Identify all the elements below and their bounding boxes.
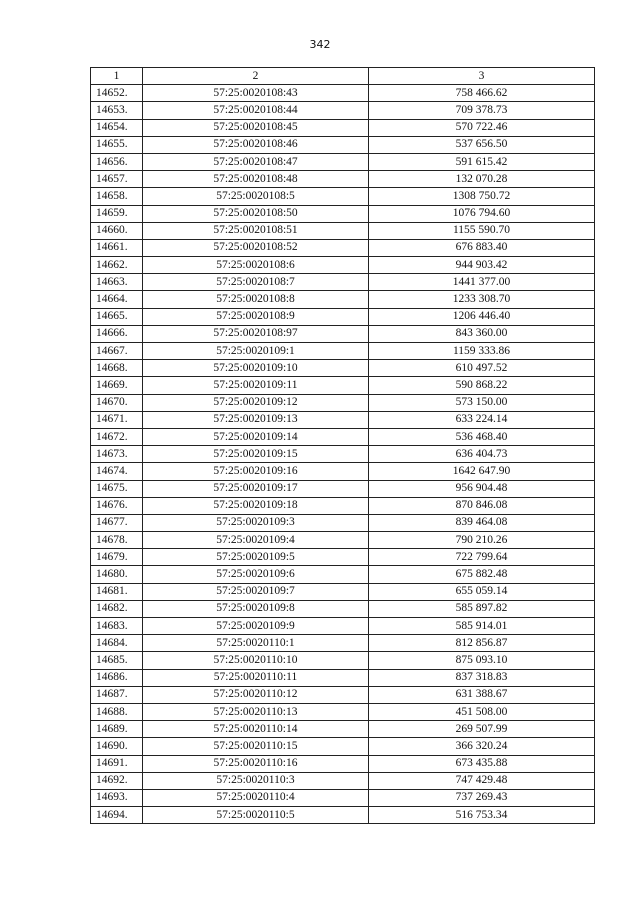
cadastral-number-cell: 57:25:0020109:5 [143, 549, 369, 566]
cadastral-value-cell: 132 070.28 [369, 171, 595, 188]
row-number-cell: 14658. [91, 188, 143, 205]
cadastral-value-cell: 1155 590.70 [369, 222, 595, 239]
row-number-cell: 14688. [91, 703, 143, 720]
cadastral-number-cell: 57:25:0020108:5 [143, 188, 369, 205]
cadastral-value-cell: 837 318.83 [369, 669, 595, 686]
cadastral-value-cell: 843 360.00 [369, 325, 595, 342]
cadastral-number-cell: 57:25:0020110:4 [143, 789, 369, 806]
row-number-cell: 14656. [91, 153, 143, 170]
cadastral-value-cell: 747 429.48 [369, 772, 595, 789]
cadastral-number-cell: 57:25:0020109:13 [143, 411, 369, 428]
row-number-cell: 14655. [91, 136, 143, 153]
cadastral-value-cell: 536 468.40 [369, 428, 595, 445]
table-row [91, 257, 595, 274]
table-row [91, 171, 595, 188]
cadastral-number-cell: 57:25:0020109:14 [143, 428, 369, 445]
cadastral-value-cell: 812 856.87 [369, 635, 595, 652]
cadastral-number-cell: 57:25:0020109:18 [143, 497, 369, 514]
cadastral-value-cell: 591 615.42 [369, 153, 595, 170]
row-number-cell: 14662. [91, 257, 143, 274]
table-row [91, 411, 595, 428]
cadastral-number-cell: 57:25:0020109:6 [143, 566, 369, 583]
cadastral-number-cell: 57:25:0020109:8 [143, 600, 369, 617]
row-number-cell: 14665. [91, 308, 143, 325]
row-number-cell: 14690. [91, 738, 143, 755]
row-number-cell: 14653. [91, 102, 143, 119]
cadastral-number-cell: 57:25:0020108:44 [143, 102, 369, 119]
cadastral-number-cell: 57:25:0020109:17 [143, 480, 369, 497]
cadastral-value-cell: 366 320.24 [369, 738, 595, 755]
row-number-cell: 14693. [91, 789, 143, 806]
cadastral-number-cell: 57:25:0020110:3 [143, 772, 369, 789]
row-number-cell: 14671. [91, 411, 143, 428]
table-row [91, 549, 595, 566]
table-row [91, 222, 595, 239]
cadastral-value-cell: 737 269.43 [369, 789, 595, 806]
cadastral-number-cell: 57:25:0020108:43 [143, 85, 369, 102]
table-row [91, 514, 595, 531]
cadastral-value-cell: 1642 647.90 [369, 463, 595, 480]
row-number-cell: 14680. [91, 566, 143, 583]
cadastral-number-cell: 57:25:0020108:48 [143, 171, 369, 188]
row-number-cell: 14687. [91, 686, 143, 703]
table-row [91, 463, 595, 480]
cadastral-number-cell: 57:25:0020109:4 [143, 532, 369, 549]
cadastral-number-cell: 57:25:0020109:12 [143, 394, 369, 411]
cadastral-value-cell: 1076 794.60 [369, 205, 595, 222]
cadastral-value-cell: 1308 750.72 [369, 188, 595, 205]
table-row [91, 789, 595, 806]
row-number-cell: 14679. [91, 549, 143, 566]
row-number-cell: 14661. [91, 239, 143, 256]
table-row [91, 205, 595, 222]
cadastral-value-cell: 636 404.73 [369, 446, 595, 463]
cadastral-number-cell: 57:25:0020110:14 [143, 721, 369, 738]
row-number-cell: 14670. [91, 394, 143, 411]
cadastral-number-cell: 57:25:0020109:16 [143, 463, 369, 480]
cadastral-number-cell: 57:25:0020110:11 [143, 669, 369, 686]
table-row [91, 721, 595, 738]
cadastral-number-cell: 57:25:0020108:9 [143, 308, 369, 325]
table-row [91, 497, 595, 514]
cadastral-value-cell: 1441 377.00 [369, 274, 595, 291]
cadastral-number-cell: 57:25:0020108:46 [143, 136, 369, 153]
row-number-cell: 14668. [91, 360, 143, 377]
cadastral-number-cell: 57:25:0020108:8 [143, 291, 369, 308]
cadastral-value-cell: 631 388.67 [369, 686, 595, 703]
table-row [91, 532, 595, 549]
table-row [91, 686, 595, 703]
cadastral-number-cell: 57:25:0020109:9 [143, 618, 369, 635]
cadastral-value-cell: 956 904.48 [369, 480, 595, 497]
cadastral-number-cell: 57:25:0020110:12 [143, 686, 369, 703]
row-number-cell: 14672. [91, 428, 143, 445]
cadastral-value-cell: 1159 333.86 [369, 343, 595, 360]
cadastral-number-cell: 57:25:0020109:10 [143, 360, 369, 377]
cadastral-number-cell: 57:25:0020109:11 [143, 377, 369, 394]
table-row [91, 428, 595, 445]
table-row [91, 360, 595, 377]
cadastral-value-cell: 722 799.64 [369, 549, 595, 566]
row-number-cell: 14686. [91, 669, 143, 686]
table-row [91, 308, 595, 325]
cadastral-number-cell: 57:25:0020108:52 [143, 239, 369, 256]
row-number-cell: 14684. [91, 635, 143, 652]
row-number-cell: 14682. [91, 600, 143, 617]
table-body [91, 85, 595, 824]
cadastral-value-cell: 610 497.52 [369, 360, 595, 377]
table-row [91, 669, 595, 686]
row-number-cell: 14669. [91, 377, 143, 394]
cadastral-value-cell: 451 508.00 [369, 703, 595, 720]
cadastral-value-cell: 676 883.40 [369, 239, 595, 256]
cadastral-number-cell: 57:25:0020110:13 [143, 703, 369, 720]
cadastral-value-cell: 1206 446.40 [369, 308, 595, 325]
cadastral-number-cell: 57:25:0020110:1 [143, 635, 369, 652]
cadastral-value-cell: 1233 308.70 [369, 291, 595, 308]
cadastral-value-cell: 570 722.46 [369, 119, 595, 136]
row-number-cell: 14660. [91, 222, 143, 239]
cadastral-value-cell: 585 897.82 [369, 600, 595, 617]
row-number-cell: 14681. [91, 583, 143, 600]
table-row [91, 566, 595, 583]
row-number-cell: 14675. [91, 480, 143, 497]
row-number-cell: 14691. [91, 755, 143, 772]
row-number-cell: 14692. [91, 772, 143, 789]
cadastral-number-cell: 57:25:0020109:15 [143, 446, 369, 463]
row-number-cell: 14657. [91, 171, 143, 188]
cadastral-number-cell: 57:25:0020108:45 [143, 119, 369, 136]
row-number-cell: 14677. [91, 514, 143, 531]
table-row [91, 239, 595, 256]
cadastral-value-cell: 516 753.34 [369, 807, 595, 824]
table-row [91, 480, 595, 497]
row-number-cell: 14683. [91, 618, 143, 635]
cadastral-value-cell: 585 914.01 [369, 618, 595, 635]
row-number-cell: 14694. [91, 807, 143, 824]
cadastral-value-cell: 675 882.48 [369, 566, 595, 583]
cadastral-number-cell: 57:25:0020109:7 [143, 583, 369, 600]
cadastral-value-cell: 875 093.10 [369, 652, 595, 669]
cadastral-value-cell: 573 150.00 [369, 394, 595, 411]
table-row [91, 136, 595, 153]
row-number-cell: 14678. [91, 532, 143, 549]
cadastral-number-cell: 57:25:0020108:97 [143, 325, 369, 342]
cadastral-value-cell: 944 903.42 [369, 257, 595, 274]
table-row [91, 446, 595, 463]
cadastral-value-cell: 758 466.62 [369, 85, 595, 102]
table-row [91, 377, 595, 394]
cadastral-value-cell: 870 846.08 [369, 497, 595, 514]
table-header-row [91, 68, 595, 85]
row-number-cell: 14652. [91, 85, 143, 102]
cadastral-number-cell: 57:25:0020108:6 [143, 257, 369, 274]
table-row [91, 325, 595, 342]
row-number-cell: 14674. [91, 463, 143, 480]
cadastral-value-cell: 633 224.14 [369, 411, 595, 428]
cadastral-value-cell: 590 868.22 [369, 377, 595, 394]
table-row [91, 274, 595, 291]
row-number-cell: 14664. [91, 291, 143, 308]
table-row [91, 635, 595, 652]
table-row [91, 291, 595, 308]
row-number-cell: 14673. [91, 446, 143, 463]
table-row [91, 153, 595, 170]
table-row [91, 755, 595, 772]
row-number-cell: 14654. [91, 119, 143, 136]
row-number-cell: 14663. [91, 274, 143, 291]
table-row [91, 394, 595, 411]
row-number-cell: 14685. [91, 652, 143, 669]
table-row [91, 807, 595, 824]
table-row [91, 102, 595, 119]
table-row [91, 343, 595, 360]
row-number-cell: 14689. [91, 721, 143, 738]
cadastral-number-cell: 57:25:0020110:10 [143, 652, 369, 669]
cadastral-number-cell: 57:25:0020109:3 [143, 514, 369, 531]
cadastral-number-cell: 57:25:0020110:15 [143, 738, 369, 755]
page-number: 342 [309, 38, 331, 51]
table-row [91, 583, 595, 600]
table-row [91, 188, 595, 205]
row-number-cell: 14676. [91, 497, 143, 514]
cadastral-value-cell: 709 378.73 [369, 102, 595, 119]
table-row [91, 85, 595, 102]
cadastral-number-cell: 57:25:0020108:50 [143, 205, 369, 222]
cadastral-value-cell: 537 656.50 [369, 136, 595, 153]
cadastral-value-cell: 839 464.08 [369, 514, 595, 531]
table-row [91, 703, 595, 720]
cadastral-value-cell: 655 059.14 [369, 583, 595, 600]
row-number-cell: 14667. [91, 343, 143, 360]
cadastral-value-cell: 269 507.99 [369, 721, 595, 738]
table-row [91, 652, 595, 669]
cadastral-number-cell: 57:25:0020110:5 [143, 807, 369, 824]
cadastral-number-cell: 57:25:0020110:16 [143, 755, 369, 772]
column-header-cadastral-number: 2 [143, 68, 369, 85]
row-number-cell: 14666. [91, 325, 143, 342]
column-header-number: 1 [91, 68, 143, 85]
table-row [91, 738, 595, 755]
cadastral-value-cell: 673 435.88 [369, 755, 595, 772]
cadastral-number-cell: 57:25:0020108:51 [143, 222, 369, 239]
column-header-cadastral-value: 3 [369, 68, 595, 85]
table-row [91, 600, 595, 617]
row-number-cell: 14659. [91, 205, 143, 222]
cadastral-number-cell: 57:25:0020108:47 [143, 153, 369, 170]
table-row [91, 119, 595, 136]
cadastral-number-cell: 57:25:0020109:1 [143, 343, 369, 360]
cadastral-number-cell: 57:25:0020108:7 [143, 274, 369, 291]
cadastral-value-table [90, 67, 595, 824]
table-row [91, 618, 595, 635]
table-row [91, 772, 595, 789]
cadastral-value-cell: 790 210.26 [369, 532, 595, 549]
